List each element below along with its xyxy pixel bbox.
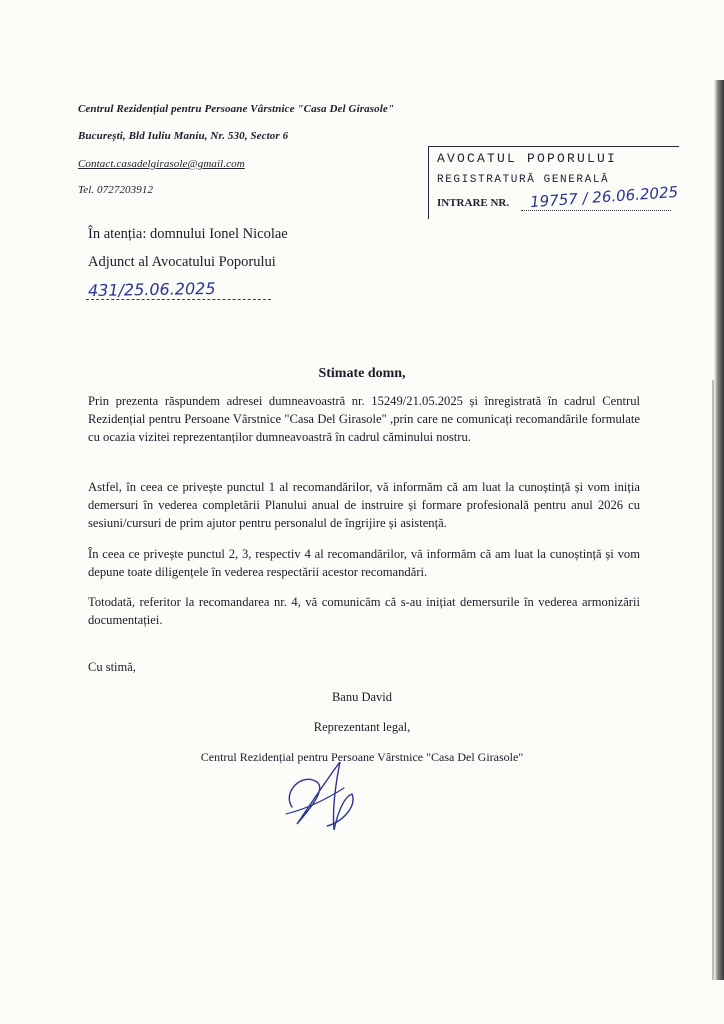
stamp-entry-label: INTRARE NR. <box>437 197 510 209</box>
paragraph-3: În ceea ce privește punctul 2, 3, respectiv 4 al recomandărilor, vă informăm că am luat la cunoștință și vom depune toate diligențele în vederea respectării acestor recomandări. <box>88 547 640 579</box>
handwritten-signature <box>272 752 382 842</box>
stamp-subtitle: REGISTRATURĂ GENERALĂ <box>437 174 610 186</box>
stamp-title: AVOCATUL POPORULUI <box>437 151 618 166</box>
scan-edge-shadow <box>714 80 724 980</box>
letterhead-email: Contact.casadelgirasole@gmail.com <box>78 158 245 170</box>
signatory-org: Centrul Rezidențial pentru Persoane Vârstnice "Casa Del Girasole" <box>200 750 524 764</box>
recipient-attention: În atenția: domnului Ionel Nicolae <box>88 226 288 242</box>
registration-underline <box>86 299 271 300</box>
paragraph-2: Astfel, în ceea ce privește punctul 1 al recomandărilor, vă informăm că am luat la cunoștință și vom iniția demersuri în vederea completării Planului anual de instruire și formare profesională pentru anul 2026 cu sesiuni/cursuri de prim ajutor pentru personalul de îngrijire și asistență. <box>88 480 640 530</box>
paragraph-4: Totodată, referitor la recomandarea nr. 4, vă comunicăm că s-au inițiat demersurile în vederea armonizării documentației. <box>88 595 640 627</box>
paragraph-1: Prin prezenta răspundem adresei dumneavoastră nr. 15249/21.05.2025 și înregistrată în cadrul Centrul Rezidențial pentru Persoane Vârstnice "Casa Del Girasole" ,prin care ne comunicați recomandările formulate cu ocazia vizitei reprezentanților dumneavoastră în cadrul căminului nostru. <box>88 394 640 444</box>
scan-edge-line <box>712 380 714 980</box>
closing: Cu stimă, <box>88 660 136 674</box>
recipient-title: Adjunct al Avocatului Poporului <box>88 254 276 270</box>
letterhead-org-name: Centrul Rezidențial pentru Persoane Vârstnice "Casa Del Girasole" <box>78 103 395 115</box>
letterhead-address: București, Bld Iuliu Maniu, Nr. 530, Sector 6 <box>78 130 289 142</box>
stamp-entry-handwritten: 19757 / 26.06.2025 <box>529 182 679 212</box>
signatory-role: Reprezentant legal, <box>313 720 411 734</box>
signatory-name: Banu David <box>331 690 393 704</box>
letterhead-phone: Tel. 0727203912 <box>78 184 154 196</box>
registration-handwritten: 431/25.06.2025 <box>87 278 216 301</box>
salutation: Stimate domn, <box>318 366 406 381</box>
